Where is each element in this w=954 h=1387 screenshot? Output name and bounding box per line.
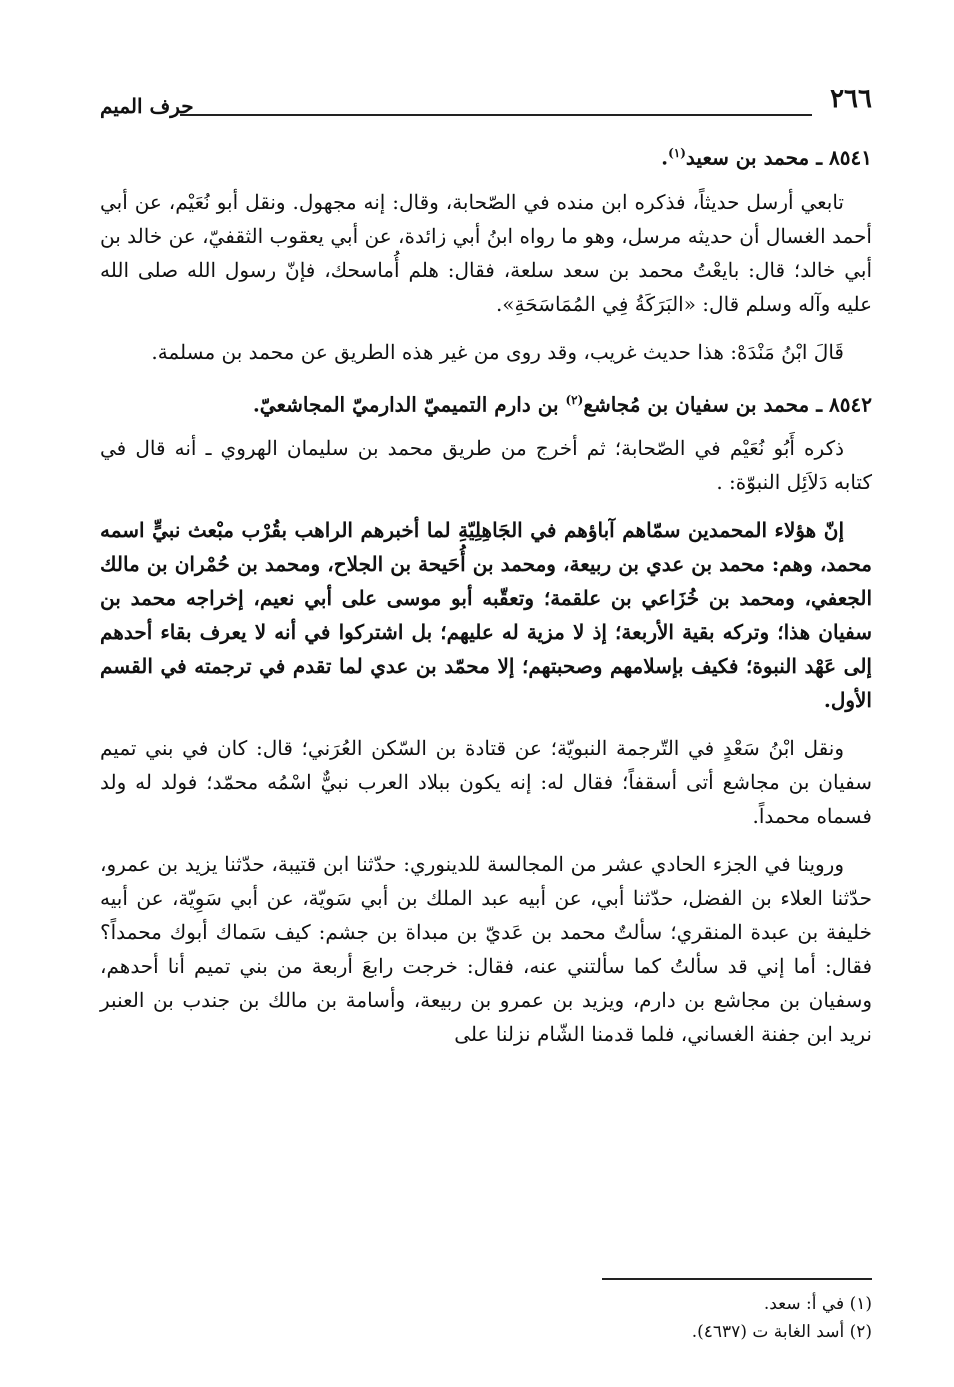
entry-heading-8542: [100, 383, 872, 422]
entry-heading-end: بن دارم التميميّ الدارميّ المجاشعيّ.: [252, 392, 566, 417]
quoted-paragraph: إنّ هؤلاء المحمدين سمّاهم آباؤهم في الجَاهِلِيّةِ لما أخبرهم الراهب بقُرْب مبْعث نبيٍّ اسمه محمد، وهم: محمد بن عدي بن ربيعة، ومحمد بن أُحَيحة بن الجلاح، ومحمد بن حُمْران بن مالك الجعفي، ومحمد بن خُزَاعي بن علقمة؛ وتعقّبه أبو موسى على أبي نعيم، إخراجه محمد بن سفيان هذا؛ وتركه بقية الأربعة؛ إذ لا مزية له عليهم؛ بل اشتركوا في أنه لا يعرف بقاء أحدهم إلى عَهْد النبوة؛ فكيف بإسلامهم وصحبتهم؛ إلا محمّد بن عدي لما تقدم في ترجمته في القسم الأول.: [100, 518, 872, 713]
page-header: [100, 84, 872, 128]
running-title: حرف الميم: [100, 94, 194, 118]
document-page: [100, 84, 872, 1354]
header-rule: [180, 114, 812, 116]
paragraph: وروينا في الجزء الحادي عشر من المجالسة للدينوري: حدّثنا ابن قتيبة، حدّثنا يزيد بن عمرو، حدّثنا العلاء بن الفضل، حدّثنا أبي، عن أبيه عبد الملك بن أبي سَويّة، عن أبي سَوِيّة، عن أبيه خليفة بن عبدة المنقري؛ سألتٌ محمد بن عَديّ بن مبداة بن جشم: كيف سَماك أبوك محمداً؟ فقال: أما إني قد سألتُ كما سألتني عنه، فقال: خرجت رابعَ أربعة من بني تميم أنا أحدهم، وسفيان بن مجاشع بن دارم، ويزيد بن عمرو بن ربيعة، وأسامة بن مالك بن جندب بن العنبر نريد ابن جفنة الغساني، فلما قدمنا الشّام نزلنا على: [100, 852, 872, 1047]
footnote-1: (١) في أ: سعد.: [763, 1294, 872, 1314]
paragraph: قَالَ ابْنُ مَنْدَهْ: هذا حديث غريب، وقد روى من غير هذه الطريق عن محمد بن مسلمة.: [151, 339, 844, 364]
paragraph: تابعي أرسل حديثاً، فذكره ابن منده في الصّحابة، وقال: إنه مجهول. ونقل أبو نُعَيْم، عن أبي أحمد الغسال أن حديثه مرسل، وهو ما رواه ابنُ أبي زائدة، عن أبي يعقوب الثقفيّ، عن خالد بن أبي خالد؛ قال: بايعْتُ محمد بن سعد سلعة، فقال: هلم أُماسحك، فإنّ رسول الله صلى الله عليه وآله وسلم قال: «البَرَكَةُ فِي المُمَاسَحَةِ».: [100, 189, 872, 316]
footnote-ref-1[interactable]: (١): [668, 146, 686, 160]
footnote-ref-2[interactable]: (٢): [565, 392, 584, 407]
entry-heading-text: ٨٥٤٢ ـ محمد بن سفيان بن مُجاشع: [583, 392, 872, 417]
footnote-2: (٢) أسد الغابة ت (٤٦٣٧).: [691, 1322, 872, 1342]
entry-heading-8541: [100, 136, 872, 175]
entry-heading-text: ٨٥٤١ ـ محمد بن سعيد: [685, 145, 872, 170]
entry-heading-end: .: [661, 145, 669, 170]
footnote-rule: [602, 1278, 872, 1280]
paragraph: ذكره أَبُو نُعَيْم في الصّحابة؛ ثم أخرج من طريق محمد بن سليمان الهروي ـ أنه قال في كتابه دَلاَئِل النبوّة: .: [100, 436, 872, 495]
footnotes: [692, 1290, 872, 1346]
body-text: [100, 136, 872, 1051]
page-number: ٢٦٦: [830, 84, 872, 114]
paragraph: ونقل ابْنُ سَعْدٍ في التّرجمة النبويّة؛ عن قتادة بن السّكن العُرَني؛ قال: كان في بني تميم سفيان بن مجاشع أتى أسقفاً؛ فقال له: إنه يكون ببلاد العرب نبيٌّ اسْمُه محمّد؛ فولد له ولد فسماه محمداً.: [100, 736, 872, 829]
